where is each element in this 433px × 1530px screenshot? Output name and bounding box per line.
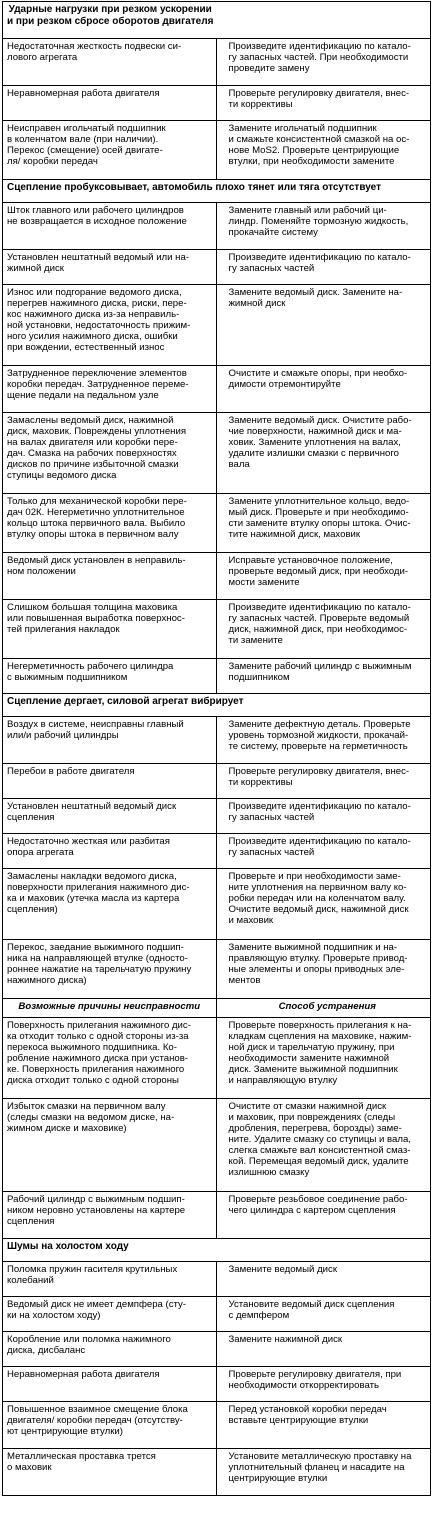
table-row bbox=[3, 412, 430, 493]
cause-cell: Избыток смазки на первичном валу (следы смазки на ведомом диске, на- жимном диске и маховике) bbox=[3, 1099, 217, 1191]
cause-cell: Коробление или поломка нажимного диска, дисбаланс bbox=[3, 1332, 217, 1366]
table-row bbox=[3, 716, 430, 763]
fix-cell: Замените ведомый диск. Очистите рабо- чие поверхности, нажимной диск и ма- ховик. Замените уплотнения на валах, удалите излишки смазки с первичного вала bbox=[228, 415, 412, 470]
cause-cell: Только для механической коробки пере- дач 02К. Негерметично уплотнительное кольцо штока первичного вала. Выбило втулку опоры штока в первичном валу bbox=[3, 494, 217, 552]
cause-cell: Неравномерная работа двигателя bbox=[3, 1367, 217, 1401]
cause-cell: Слишком большая толщина маховика или повышенная выработка поверхнос- тей прилегания накладок bbox=[3, 600, 217, 658]
table-row bbox=[3, 552, 430, 599]
table-row bbox=[3, 249, 430, 284]
section-header: Сцепление дергает, силовой агрегат вибрирует bbox=[3, 693, 430, 716]
table-row bbox=[3, 120, 430, 179]
cause-cell: Повышенное взаимное смещение блока двигателя/ коробки передач (отсутству- ют центрирующие втулки) bbox=[3, 1402, 217, 1448]
fix-cell: Проверьте регулировку двигателя, внес- ти коррективы bbox=[228, 88, 410, 110]
fix-cell: Замените ведомый диск. Замените на- жимной диск bbox=[228, 287, 403, 309]
table-row bbox=[3, 85, 430, 120]
table-row bbox=[3, 798, 430, 833]
cause-cell: Рабочий цилиндр с выжимным подшип- ником неровно установлены на картере сцепления bbox=[3, 1192, 217, 1238]
fix-cell: Замените рабочий цилиндр с выжимным подшипником bbox=[228, 661, 412, 683]
table-row bbox=[3, 1017, 430, 1098]
cause-cell: Замаслены накладки ведомого диска, поверхности прилегания нажимного дис- ка и маховик (утечка масла из картера сцепления) bbox=[3, 869, 217, 939]
cause-cell: Неисправен игольчатый подшипник в коленчатом вале (при наличии). Перекос (смещение) осей двигате- ля/ коробки передач bbox=[3, 121, 217, 179]
cause-cell: Поверхность прилегания нажимного дис- ка отходит только с одной стороны из-за перекоса выжимного подшипника. Ко- робление нажимного диска при установ- ке. Поверхность прилегания нажимного диска отходит только с одной стороны bbox=[3, 1018, 217, 1098]
cause-cell: Замаслены ведомый диск, нажимной диск, маховик. Повреждены уплотнения на валах двигателя или коробки пере- дач. Смазка на рабочих поверхностях дисков по причине избыточной смазки ступицы ведомого диска bbox=[3, 413, 217, 493]
fix-cell: Замените нажимной диск bbox=[228, 1334, 343, 1345]
column-header-cause: Возможные причины неисправности bbox=[3, 999, 217, 1017]
table-row bbox=[3, 939, 430, 998]
cause-cell: Воздух в системе, неисправны главный или/и рабочий цилиндры bbox=[3, 717, 217, 763]
table-row bbox=[3, 763, 430, 798]
cause-cell: Затрудненное переключение элементов коробки передач. Затрудненное переме- щение педали на педальном узле bbox=[3, 366, 217, 412]
cause-cell: Неравномерная работа двигателя bbox=[3, 86, 217, 120]
fix-cell: Произведите идентификацию по катало- гу запасных частей bbox=[228, 252, 411, 274]
cause-cell: Ведомый диск не имеет демпфера (сту- ки на холостом ходу) bbox=[3, 1297, 217, 1331]
cause-cell: Перебои в работе двигателя bbox=[3, 764, 217, 798]
table-row bbox=[3, 868, 430, 939]
table-row bbox=[3, 1098, 430, 1191]
fix-cell: Произведите идентификацию по катало- гу запасных частей bbox=[228, 836, 411, 858]
table-row bbox=[3, 1191, 430, 1238]
fix-cell: Проверьте поверхность прилегания к на- кладкам сцепления на маховике, нажим- ной диск и тарельчатую пружину, при необходимости замените нажимной диск. Замените выжимной подшипник и направляющую втулку bbox=[228, 1020, 412, 1086]
cause-cell: Ведомый диск установлен в неправиль- ном положении bbox=[3, 553, 217, 599]
table-row bbox=[3, 1448, 430, 1495]
fix-cell: Установите ведомый диск сцепления с демпфером bbox=[228, 1299, 395, 1321]
section-header: Сцепление пробуксовывает, автомобиль плохо тянет или тяга отсутствует bbox=[3, 179, 430, 202]
cause-cell: Износ или подгорание ведомого диска, перегрев нажимного диска, риски, пере- кос нажимного диска из-за неправиль- ной установки, недостаточность прижим- ного усилия нажимного диска, ошибки при вождении, естественный износ bbox=[3, 285, 217, 365]
table-row bbox=[3, 365, 430, 412]
fix-cell: Проверьте и при необходимости заме- ните уплотнения на первичном валу ко- робки передач или на коленчатом валу. Очистите ведомый диск, нажимной диск и маховик bbox=[228, 871, 409, 926]
troubleshooting-table bbox=[2, 1, 431, 1496]
fix-cell: Установите металлическую проставку на уплотнительный фланец и насадите на центрирующие втулки bbox=[228, 1451, 412, 1484]
fix-cell: Замените уплотнительное кольцо, ведо- мый диск. Проверьте и при необходимо- сти замените втулку опоры штока. Очис- тите нажимной диск, маховик bbox=[228, 496, 411, 540]
table-row bbox=[3, 284, 430, 365]
table-row bbox=[3, 493, 430, 552]
column-header-fix: Способ устранения bbox=[278, 1001, 376, 1012]
fix-cell: Очистите от смазки нажимной диск и маховик, при повреждениях (следы дробления, перегрева, борозды) заме- ните. Удалите смазку со ступицы и вала, слегка смажьте вал консистентной смаз- кой. Перемещая ведомый диск, удалите излишнюю смазку bbox=[228, 1101, 411, 1178]
table-row bbox=[3, 1401, 430, 1448]
cause-cell: Недостаточная жесткость подвески си- лового агрегата bbox=[3, 39, 217, 85]
table-row bbox=[3, 202, 430, 249]
fix-cell: Исправьте установочное положение, проверьте ведомый диск, при необходи- мости замените bbox=[228, 555, 409, 588]
column-header-row bbox=[3, 998, 430, 1017]
cause-cell: Негерметичность рабочего цилиндра с выжимным подшипником bbox=[3, 659, 217, 693]
fix-cell: Проверьте резьбовое соединение рабо- чего цилиндра с картером сцепления bbox=[228, 1194, 408, 1216]
cause-cell: Перекос, заедание выжимного подшип- ника на направляющей втулке (односто- роннее нажатие на тарельчатую пружину нажимного диска) bbox=[3, 940, 217, 998]
table-row bbox=[3, 1331, 430, 1366]
cause-cell: Установлен нештатный ведомый или на- жимной диск bbox=[3, 250, 217, 284]
fix-cell: Замените выжимной подшипник и на- правляющую втулку. Проверьте привод- ные элементы и опоры приводных эле- ментов bbox=[228, 942, 408, 986]
table-row bbox=[3, 1261, 430, 1296]
fix-cell: Проверьте регулировку двигателя, внес- ти коррективы bbox=[228, 766, 410, 788]
fix-cell: Очистите и смажьте опоры, при необхо- димости отремонтируйте bbox=[228, 368, 408, 390]
section-header: Ударные нагрузки при резком ускорении и при резком сбросе оборотов двигателя bbox=[7, 4, 214, 27]
table-row bbox=[3, 1296, 430, 1331]
fix-cell: Проверьте регулировку двигателя, при необходимости откорректировать bbox=[228, 1369, 402, 1391]
table-row bbox=[3, 833, 430, 868]
cause-cell: Поломка пружин гасителя крутильных колебаний bbox=[3, 1262, 217, 1296]
cause-cell: Установлен нештатный ведомый диск сцепления bbox=[3, 799, 217, 833]
fix-cell: Перед установкой коробки передач вставьте центрирующие втулки bbox=[228, 1404, 387, 1426]
table-row bbox=[3, 1366, 430, 1401]
fix-cell: Произведите идентификацию по катало- гу запасных частей. Проверьте ведомый диск, нажимной диск, при необходимос- ти замените bbox=[228, 602, 411, 646]
cause-cell: Металлическая проставка трется о маховик bbox=[3, 1449, 217, 1495]
fix-cell: Замените ведомый диск bbox=[228, 1264, 338, 1275]
section-header: Шумы на холостом ходу bbox=[3, 1238, 430, 1261]
fix-cell: Произведите идентификацию по катало- гу запасных частей bbox=[228, 801, 411, 823]
fix-cell: Замените игольчатый подшипник и смажьте консистентной смазкой на ос- нове MoS2. Проверьте центрирующие втулки, при необходимости замените bbox=[228, 123, 410, 167]
table-row bbox=[3, 599, 430, 658]
cause-cell: Недостаточно жесткая или разбитая опора агрегата bbox=[3, 834, 217, 868]
table-row bbox=[3, 658, 430, 693]
cause-cell: Шток главного или рабочего цилиндров не возвращается в исходное положение bbox=[3, 203, 217, 249]
fix-cell: Произведите идентификацию по катало- гу запасных частей. При необходимости проведите замену bbox=[228, 41, 411, 74]
table-row bbox=[3, 38, 430, 85]
fix-cell: Замените дефектную деталь. Проверьте уровень тормозной жидкости, прокачай- те систему, проверьте на герметичность bbox=[228, 719, 411, 752]
fix-cell: Замените главный или рабочий ци- линдр. Поменяйте тормозную жидкость, прокачайте систему bbox=[228, 205, 409, 238]
